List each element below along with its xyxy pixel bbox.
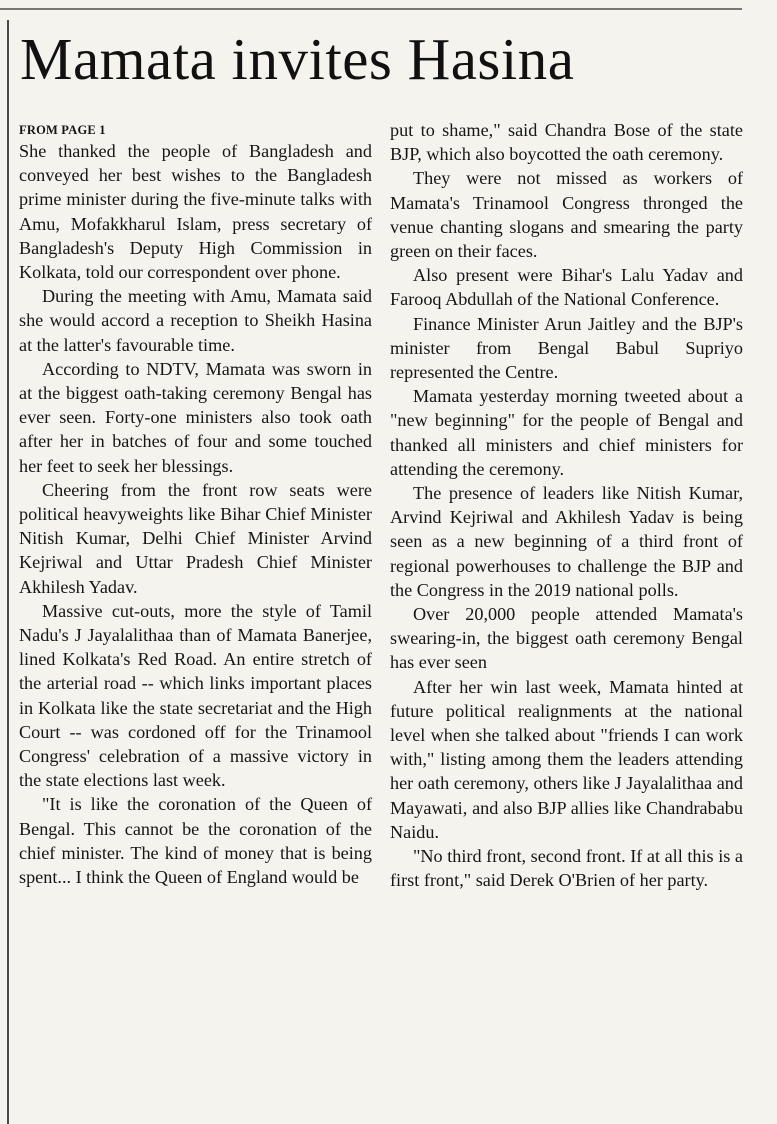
paragraph: Over 20,000 people attended Mamata's swearing-in, the biggest oath ceremony Bengal has ever seen [390, 604, 743, 673]
paragraph: During the meeting with Amu, Mamata said she would accord a reception to Sheikh Hasina at the latter's favourable time. [19, 286, 372, 355]
paragraph: Massive cut-outs, more the style of Tamil Nadu's J Jayalalithaa than of Mamata Banerjee, lined Kolkata's Red Road. An entire stretch of the arterial road -- which links important places in Kolkata like the state secretariat and the High Court -- was cordoned off for the Trinamool Congress' celebration of a massive victory in the state elections last week. [19, 600, 372, 791]
paragraph: Also present were Bihar's Lalu Yadav and Farooq Abdullah of the National Conference. [390, 265, 743, 310]
left-column-rule [7, 20, 9, 1124]
article-column-right [390, 118, 743, 893]
paragraph: According to NDTV, Mamata was sworn in at the biggest oath-taking ceremony Bengal has ever seen. Forty-one ministers also took oath after her in batches of four and some touched her feet to seek her blessings. [19, 358, 372, 476]
headline: Mamata invites Hasina [20, 26, 575, 92]
paragraph: After her win last week, Mamata hinted at future political realignments at the national level when she talked about "friends I can work with," listing among them the leaders attending her oath ceremony, others like J Jayalalithaa and Mayawati, and also BJP allies like Chandrababu Naidu. [390, 676, 743, 842]
paragraph: put to shame," said Chandra Bose of the state BJP, which also boycotted the oath ceremony. [390, 120, 743, 165]
paragraph: They were not missed as workers of Mamata's Trinamool Congress thronged the venue chanting slogans and smearing the party green on their faces. [390, 168, 743, 262]
paragraph: "It is like the coronation of the Queen of Bengal. This cannot be the coronation of the chief minister. The kind of money that is being spent... I think the Queen of England would be [19, 794, 372, 888]
paragraph: "No third front, second front. If at all this is a first front," said Derek O'Brien of her party. [390, 846, 743, 891]
paragraph: Cheering from the front row seats were political heavyweights like Bihar Chief Minister Nitish Kumar, Delhi Chief Minister Arvind Kejriwal and Uttar Pradesh Chief Minister Akhilesh Yadav. [19, 479, 372, 597]
paragraph: Mamata yesterday morning tweeted about a "new beginning" for the people of Bengal and thanked all ministers and chief ministers for attending the ceremony. [390, 386, 743, 479]
article-column-left [19, 118, 372, 889]
kicker-from-page: FROM PAGE 1 [19, 123, 106, 137]
top-divider-rule [0, 8, 742, 10]
paragraph: The presence of leaders like Nitish Kumar, Arvind Kejriwal and Akhilesh Yadav is being seen as a new beginning of a third front of regional powerhouses to challenge the BJP and the Congress in the 2019 national polls. [390, 483, 743, 600]
paragraph: Finance Minister Arun Jaitley and the BJP's minister from Bengal Babul Supriyo represented the Centre. [390, 313, 743, 383]
paragraph: She thanked the people of Bangladesh and conveyed her best wishes to the Bangladesh prime minister during the five-minute talks with Amu, Mofakkharul Islam, press secretary of Bangladesh's Deputy High Commission in Kolkata, told our correspondent over phone. [19, 141, 372, 283]
